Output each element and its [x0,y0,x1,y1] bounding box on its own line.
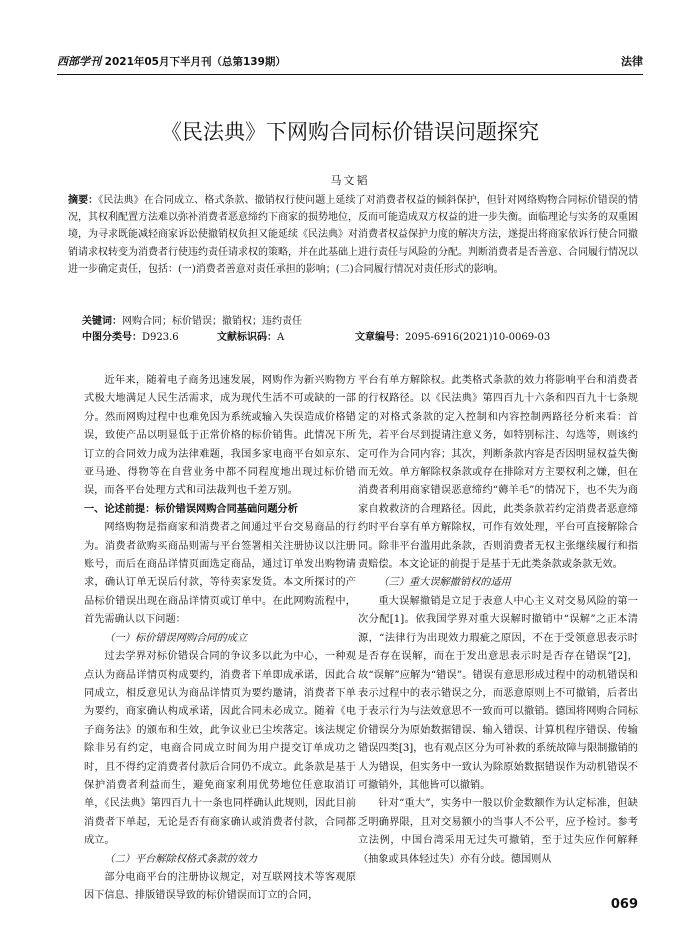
body-paragraph: 针对“重大”，实务中一般以价金数额作为认定标准，但缺乏明确界限，且对交易额小的当事人不公平，应予检讨。参考立法例，中国台湾采用无过失可撤销，至于过失应作何解释（抽象或具体轻过失）亦有分歧。德国则从 [358,798,638,865]
article-id: 文章编号：2095-6916(2021)10-0069-03 [355,332,551,343]
header-rule [57,74,643,75]
keywords [82,314,638,330]
section-heading: 一、论述前提：标价错误网购合同基础问题分析 [84,503,298,515]
clc-number: 中图分类号：D923.6 [82,332,179,343]
subsection-heading: （一）标价错误网购合同的成立 [104,632,248,644]
left-column [84,372,356,906]
author-name: 马文韬 [330,174,370,187]
issue-info: 2021年05月下半月刊（总第139期） [104,56,286,68]
article-title: 《民法典》下网购合同标价错误问题探究 [161,120,539,144]
body-paragraph: 重大误解撤销是立足于表意人中心主义对交易风险的第一次分配[1]。依我国学界对重大误解时撤销中“误解”之正本清源，“法律行为出现效力瑕疵之原因，不在于受领意思表示时是否存在误解，而在于发出意思表示时是否存在错误”[2]，故“误解”应解为“错误”。错误有意思形成过程中的动机错误和表示过程中的表示错误之分，而恶意原则上不可撤销，后者出于表示行为与法效意思不一致而可以撤销。德国将网购合同标价错误分为原始数据错误、输入错误、计算机程序错误、传输错误四类[3]，也有观点区分为可补救的系统故障与限制撤销的人为错误，但实务中一致认为除原始数据错误作为动机错误不可撤销外，其他皆可以撤销。 [358,595,638,791]
keywords-label: 关键词： [82,316,122,327]
subsection-heading: （二）平台解除权格式条款的效力 [104,853,258,865]
body-paragraph: 部分电商平台的注册协议规定，对互联网技术等客观原因下信息、排版错误导致的标价错误而订立的合同， [84,871,356,902]
body-paragraph-continued: 平台有单方解除权。此类格式条款的效力将影响平台和消费者的行权路径。以《民法典》第四百九十六条和四百九十七条规定的对格式条款的定入控制和内容控制两路径分析来看：首先，若平台尽到提请注意义务，如特别标注、勾选等，则该约定可作为合同内容；其次，判断条款内容是否因明显权益失衡而无效。单方解除权条款或存在排除对方主要权利之嫌，但在消费者利用商家错误恶意缔约“薅羊毛”的情况下，也不失为商家自救救济的合理路径。因此，此类条款若约定消费者恶意缔约时平台享有单方解除权，可作有效处理，平台可直接解除合同。除非平台滥用此条款，否则消费者无权主张继续履行和指责赔偿。本文论证的前提于是基于无此类条款或条款无效。 [358,375,638,571]
document-code: 文献标识码：A [217,332,285,343]
abstract-label: 摘要： [68,195,99,206]
running-header [57,50,643,74]
section-name: 法律 [621,55,643,68]
right-column [358,372,638,869]
journal-info [57,54,286,70]
subsection-heading: （三）重大误解撤销权的适用 [378,577,511,589]
body-paragraph: 网络购物是指商家和消费者之间通过平台交易商品的行为。消费者欲购买商品则需与平台签署相关注册协议以注册账号，而后在商品详情页面选定商品，通过订单发出购物请求，确认订单无误后付款，等待卖家发货。本文所探讨的产品标价错误出现在商品详情页或订单中。在此网购流程中，首先需确认以下问题： [84,522,356,626]
abstract-text: 《民法典》在合同成立、格式条款、撤销权行使问题上延续了对消费者权益的倾斜保护，但针对网络购物合同标价错误的情况，其权利配置方法难以弥补消费者恶意缔约下商家的损势地位，反而可能造成双方权益的进一步失衡。面临理论与实务的双重困境，为寻求既能减轻商家诉讼使撤销权负担又能延续《民法典》对消费者权益保护力度的解决方法，遂提出将商家依诉行使合同撤销请求权转变为消费者行使违约责任请求权的策略，并在此基础上进行责任与风险的分配。判断消费者是否善意、合同履行情况以进一步确定责任，包括：(一)消费者善意对责任承担的影响；(二)合同履行情况对责任形式的影响。 [68,195,639,275]
body-paragraph: 过去学界对标价错误合同的争议多以此为中心，一种观点认为商品详情页构成要约，消费者下单即成承诺，因此合同成立，相反意见认为商品详情页为要约邀请，消费者下单为要约，商家确认构成承诺，因此合同未必成立。随着《电子商务法》的颁布和生效，此争议业已尘埃落定。该法规定除非另有约定，电商合同成立时间为用户提交订单成功之时，且不得约定消费者付款后合同仍不成立。此条款是基于保护消费者利益而生，避免商家利用优势地位任意取消订单，《民法典》第四百九十一条也同样确认此规则，因此目前消费者下单起，无论是否有商家确认或消费者付款，合同都成立。 [84,651,356,847]
body-paragraph: 近年来，随着电子商务迅速发展，网购作为新兴购物方式极大地满足人民生活需求，成为现代生活不可或缺的一部分。然而网购过程中也难免因为系统或输入失误造成价格错误，致使产品以明显低于正常价格的标价销售。此情况下所订立的合同效力成为法律难题，我国多家电商平台如京东、亚马逊、得物等在自营业务中都不同程度地出现过标价错误，而各平台处理方式和司法裁判也千差万别。 [84,375,356,497]
journal-name: 西部学刊 [57,55,101,68]
classification-row [82,330,638,346]
page-number: 069 [610,897,638,912]
abstract [68,192,638,278]
keywords-text: 网购合同；标价错误；撤销权；违约责任 [122,316,302,327]
